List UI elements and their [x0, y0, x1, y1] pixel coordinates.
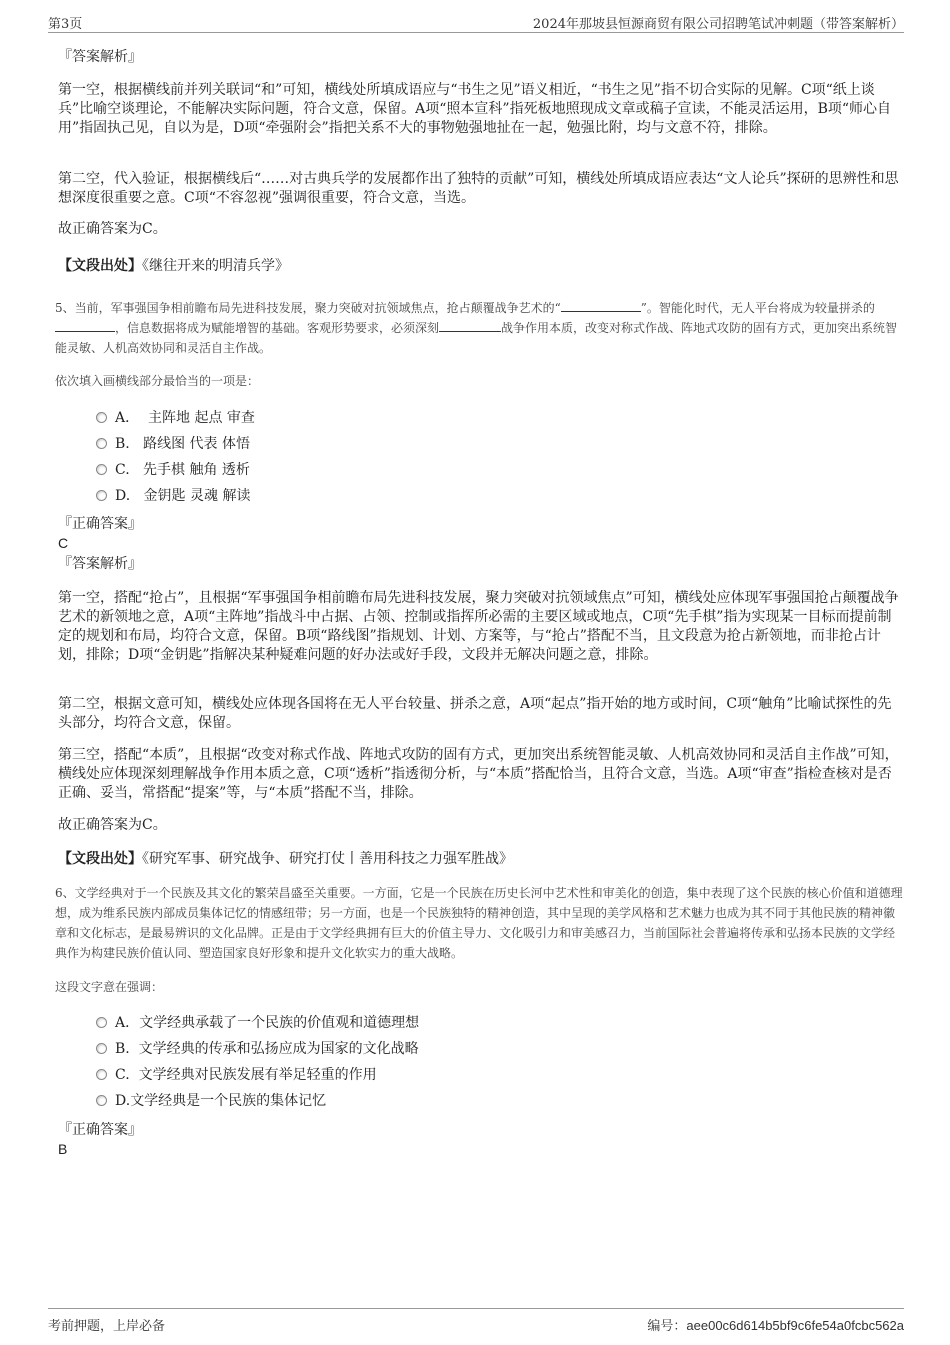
q5-stem: 5、当前，军事强国争相前瞻布局先进科技发展，聚力突破对抗领域焦点，抢占颠覆战争艺术的“ ”。智能化时代，无人平台将成为较量拼杀的，信息数据将成为赋能增智的基础。客观形势要求，必须深刻 战争作用本质，改变对称式作战、阵地式攻防的固有方式，更加突出系统智能灵敏、人机高效协同和灵活自主作战。: [55, 301, 898, 355]
blank-3: [439, 319, 501, 332]
page-footer: [48, 1308, 904, 1335]
q4-source-title: 《继往开来的明清兵学》: [142, 258, 289, 274]
document-title: 2024年那坡县恒源商贸有限公司招聘笔试冲刺题（带答案解析）: [532, 17, 904, 32]
q6-prompt: 这段文字意在强调：: [55, 980, 164, 994]
q5-analysis-label: 『答案解析』: [58, 556, 142, 572]
radio-icon[interactable]: [96, 1017, 107, 1028]
blank-2: [55, 319, 115, 332]
page-header: [48, 10, 904, 33]
q5-option-d[interactable]: D. 金钥匙 灵魂 解读: [96, 486, 250, 506]
footer-slogan: 考前押题，上岸必备: [48, 1319, 166, 1334]
radio-icon[interactable]: [96, 1069, 107, 1080]
q4-source-label: 【文段出处】: [58, 258, 142, 274]
q6-correct-label: 『正确答案』: [58, 1122, 142, 1138]
q5-option-b[interactable]: B. 路线图 代表 体悟: [96, 434, 250, 454]
q6-option-d[interactable]: D.文学经典是一个民族的集体记忆: [96, 1091, 326, 1111]
q4-analysis-para2: 第二空，代入验证，根据横线后“……对古典兵学的发展都作出了独特的贡献”可知，横线处所填成语应表达“文人论兵”探研的思辨性和思想深度很重要之意。C项“不容忽视”强调很重要，符合文意，当选。: [58, 171, 899, 206]
q4-conclusion: 故正确答案为C。: [58, 221, 167, 237]
q6-option-c[interactable]: C. 文学经典对民族发展有举足轻重的作用: [96, 1065, 377, 1085]
radio-icon[interactable]: [96, 464, 107, 475]
q5-source-label: 【文段出处】: [58, 851, 142, 867]
q5-correct-label: 『正确答案』: [58, 516, 142, 532]
q5-option-a[interactable]: A． 主阵地 起点 审查: [96, 408, 255, 428]
q4-analysis-para1: 第一空，根据横线前并列关联词“和”可知，横线处所填成语应与“书生之见”语义相近，“书生之见”指不切合实际的见解。C项“纸上谈兵”比喻空谈理论，不能解决实际问题，符合文意，保留。A项“照本宣科”指死板地照现成文章或稿子宣读，不能灵活运用，B项“师心自用”指固执己见，自以为是，D项“牵强附会”指把关系不大的事物勉强地扯在一起，勉强比附，均与文意不符，排除。: [58, 82, 892, 136]
q5-option-c[interactable]: C. 先手棋 触角 透析: [96, 460, 250, 480]
radio-icon[interactable]: [96, 438, 107, 449]
q5-analysis-para2: 第二空，根据文意可知，横线处应体现各国将在无人平台较量、拼杀之意，A项“起点”指开始的地方或时间，C项“触角”比喻试探性的先头部分，均符合文意，保留。: [58, 696, 892, 731]
blank-1: [561, 299, 641, 312]
q6-option-a[interactable]: A．文学经典承载了一个民族的价值观和道德理想: [96, 1013, 419, 1033]
q5-correct-answer: C: [58, 535, 69, 551]
q5-source: [58, 850, 904, 869]
q6-correct-answer: B: [58, 1141, 68, 1157]
document-code: 编号：aee00c6d614b5bf9c6fe54a0fcbc562a: [647, 1318, 904, 1334]
q6-option-b[interactable]: B. 文学经典的传承和弘扬应成为国家的文化战略: [96, 1039, 419, 1059]
q4-source: [58, 257, 904, 276]
radio-icon[interactable]: [96, 1095, 107, 1106]
radio-icon[interactable]: [96, 490, 107, 501]
q5-conclusion: 故正确答案为C。: [58, 817, 167, 833]
radio-icon[interactable]: [96, 1043, 107, 1054]
q5-source-title: 《研究军事、研究战争、研究打仗丨善用科技之力强军胜战》: [142, 851, 513, 867]
q6-stem: 6、文学经典对于一个民族及其文化的繁荣昌盛至关重要。一方面，它是一个民族在历史长河中艺术性和审美化的创造，集中表现了这个民族的核心价值和道德理想，成为维系民族内部成员集体记忆的情感纽带；另一方面，也是一个民族独特的精神创造，其中呈现的美学风格和艺术魅力也成为其不同于其他民族的精神徽章和文化标志，是最易辨识的文化品牌。正是由于文学经典拥有巨大的价值主导力、文化吸引力和审美感召力，当前国际社会普遍将传承和弘扬本民族的文学经典作为构建民族价值认同、塑造国家良好形象和提升文化软实力的重大战略。: [55, 886, 903, 960]
radio-icon[interactable]: [96, 412, 107, 423]
page-number: 第3页: [48, 17, 83, 32]
q4-analysis-label: 『答案解析』: [58, 49, 142, 65]
q5-analysis-para1: 第一空，搭配“抢占”，且根据“军事强国争相前瞻布局先进科技发展，聚力突破对抗领域焦点”可知，横线处应体现军事强国抢占颠覆战争艺术的新领地之意，A项“主阵地”指战斗中占据、占领、控制或指挥所必需的主要区域或地点，C项“先手棋”指为实现某一目标而提前制定的规划和布局，均符合文意，保留。B项“路线图”指规划、计划、方案等，与“抢占”搭配不当，且文段意为抢占新领地，而非抢占计划，排除；D项“金钥匙”指解决某种疑难问题的好办法或好手段，文段并无解决问题之意，排除。: [58, 590, 899, 663]
q5-analysis-para3: 第三空，搭配“本质”，且根据“改变对称式作战、阵地式攻防的固有方式，更加突出系统智能灵敏、人机高效协同和灵活自主作战”可知，横线处应体现深刻理解战争作用本质之意，C项“透析”指透彻分析，与“本质”搭配恰当，且符合文意，当选。A项“审查”指检查核对是否正确、妥当，常搭配“提案”等，与“本质”搭配不当，排除。: [58, 747, 899, 801]
q5-prompt: 依次填入画横线部分最恰当的一项是：: [55, 374, 260, 388]
